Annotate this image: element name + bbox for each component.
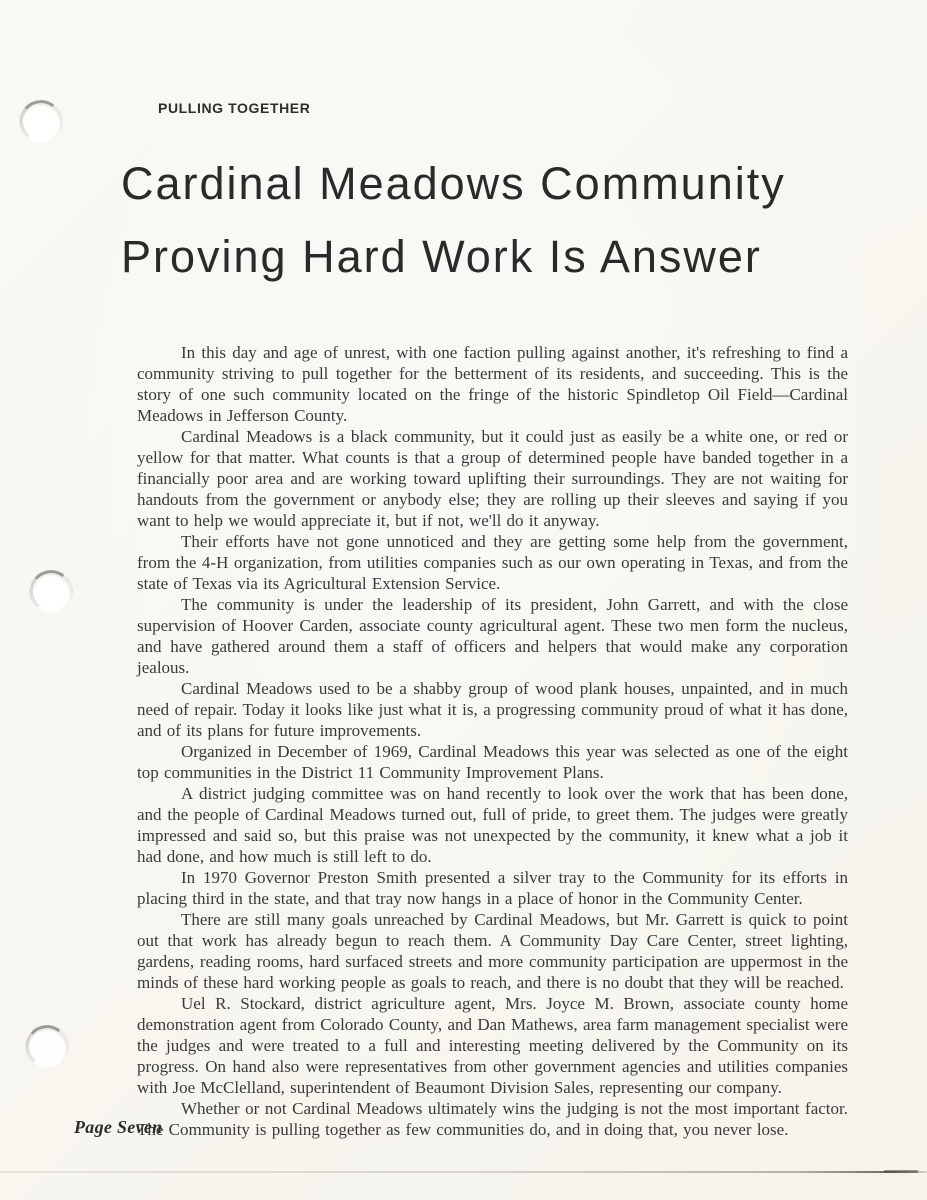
article-body <box>137 342 848 1140</box>
paragraph: The community is under the leadership of its president, John Garrett, and with the close supervision of Hoover Carden, associate county agricultural agent. These two men form the nucleus, and have gathered around them a staff of officers and helpers that would make any corporation jealous. <box>137 595 848 677</box>
paragraph: Whether or not Cardinal Meadows ultimately wins the judging is not the most important factor. The Community is pulling together as few communities do, and in doing that, you never lose. <box>137 1099 848 1139</box>
paragraph: Their efforts have not gone unnoticed and they are getting some help from the government, from the 4-H organization, from utilities companies such as our own operating in Texas, and from the state of Texas via its Agricultural Extension Service. <box>137 532 848 593</box>
article-title <box>121 147 786 293</box>
page-edge-shadow <box>0 1171 927 1173</box>
article-title-line2: Proving Hard Work Is Answer <box>121 231 762 282</box>
paragraph: A district judging committee was on hand recently to look over the work that has been done, and the people of Cardinal Meadows turned out, full of pride, to greet them. The judges were greatly impressed and said so, but this praise was not unexpected by the community, it knew what a job it had done, and how much is still left to do. <box>137 784 848 866</box>
paragraph: Cardinal Meadows is a black community, but it could just as easily be a white one, or red or yellow for that matter. What counts is that a group of determined people have banded together in a financially poor area and are working toward uplifting their surroundings. They are not waiting for handouts from the government or anybody else; they are rolling up their sleeves and saying if you want to help we would appreciate it, but if not, we'll do it anyway. <box>137 427 848 530</box>
paragraph: Uel R. Stockard, district agriculture agent, Mrs. Joyce M. Brown, associate county home demonstration agent from Colorado County, and Dan Mathews, area farm management specialist were the judges and were treated to a full and interesting meeting delivered by the Community on its progress. On hand also were representatives from other government agencies and utilities companies with Joe McClelland, superintendent of Beaumont Division Sales, representing our company. <box>137 994 848 1097</box>
hole-punch <box>19 99 63 143</box>
page-number-label: Page Seven <box>74 1117 163 1137</box>
page-edge-shadow-dark <box>884 1170 918 1173</box>
paragraph: Organized in December of 1969, Cardinal Meadows this year was selected as one of the eight top communities in the District 11 Community Improvement Plans. <box>137 742 848 782</box>
paragraph: In 1970 Governor Preston Smith presented a silver tray to the Community for its efforts in placing third in the state, and that tray now hangs in a place of honor in the Community Center. <box>137 868 848 908</box>
hole-punch <box>25 1024 69 1068</box>
hole-punch <box>29 569 73 613</box>
eyebrow-heading: PULLING TOGETHER <box>158 100 311 116</box>
article-title-line1: Cardinal Meadows Community <box>121 158 786 209</box>
paragraph: There are still many goals unreached by Cardinal Meadows, but Mr. Garrett is quick to point out that work has already begun to reach them. A Community Day Care Center, street lighting, gardens, reading rooms, hard surfaced streets and more community participation are uppermost in the minds of these hard working people as goals to reach, and there is no doubt that they will be reached. <box>137 910 848 992</box>
paragraph: Cardinal Meadows used to be a shabby group of wood plank houses, unpainted, and in much need of repair. Today it looks like just what it is, a progressing community proud of what it has done, and of its plans for future improvements. <box>137 679 848 740</box>
paragraph: In this day and age of unrest, with one faction pulling against another, it's refreshing to find a community striving to pull together for the betterment of its residents, and succeeding. This is the story of one such community located on the fringe of the historic Spindletop Oil Field—Cardinal Meadows in Jefferson County. <box>137 343 848 425</box>
